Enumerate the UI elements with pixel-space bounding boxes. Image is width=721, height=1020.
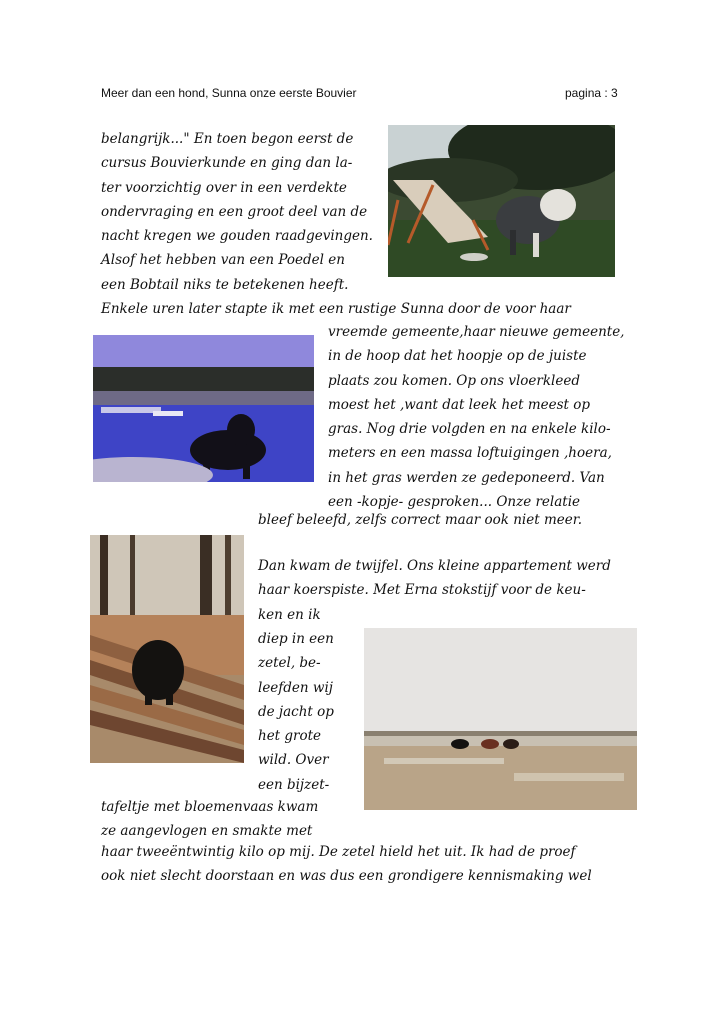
text-line: het grote <box>258 728 322 745</box>
paragraph-block-4 <box>258 627 334 797</box>
photo-bobtail-deckchair <box>388 125 615 277</box>
text-line: in de hoop dat het hoopje op de juiste <box>328 348 587 365</box>
paragraph-block-3 <box>258 554 611 627</box>
text-line-full-1: Enkele uren later stapte ik met een rustige Sunna door de voor haar <box>101 301 571 317</box>
text-line: nacht kregen we gouden raadgevingen. <box>101 228 373 245</box>
text-line: ondervraging en een groot deel van de <box>101 203 368 220</box>
photo-dogs-beach <box>364 628 637 810</box>
paragraph-block-5 <box>101 795 318 844</box>
text-line: wild. Over <box>258 752 329 769</box>
paragraph-block-2 <box>328 320 624 514</box>
text-line: meters en een massa loftuigingen ,hoera, <box>328 445 612 462</box>
text-line: Dan kwam de twijfel. Ons kleine appartement werd <box>258 558 611 574</box>
text-line: belangrijk..." En toen begon eerst de <box>101 131 354 147</box>
text-line: haar tweeëntwintig kilo op mij. De zetel hield het uit. Ik had de proef <box>101 844 576 860</box>
text-line: gras. Nog drie volgden en na enkele kilo- <box>328 421 611 438</box>
text-line: cursus Bouvierkunde en ging dan la- <box>101 155 353 172</box>
photo-dog-harbour <box>93 335 314 482</box>
text-line: zetel, be- <box>258 655 321 672</box>
text-line: ze aangevlogen en smakte met <box>101 823 313 840</box>
text-line: een -kopje- gesproken... Onze relatie <box>328 494 581 511</box>
text-line: een bijzet- <box>258 776 330 793</box>
text-line: vreemde gemeente,haar nieuwe gemeente, <box>328 324 625 340</box>
document-title: Meer dan een hond, Sunna onze eerste Bouvier <box>101 86 357 100</box>
text-line: leefden wij <box>258 679 333 696</box>
text-line: ook niet slecht doorstaan en was dus een grondigere kennismaking wel <box>101 868 592 885</box>
text-line: in het gras werden ze gedeponeerd. Van <box>328 469 605 486</box>
text-line: een Bobtail niks te betekenen heeft. <box>101 276 349 293</box>
text-line: diep in een <box>258 631 334 647</box>
paragraph-block-6 <box>101 840 592 889</box>
text-line: haar koerspiste. Met Erna stokstijf voor de keu- <box>258 582 586 599</box>
page-number: pagina : 3 <box>565 86 618 100</box>
text-line: ken en ik <box>258 606 321 623</box>
text-line: moest het ,want dat leek het meest op <box>328 396 591 413</box>
photo-dog-logs-forest <box>90 535 244 763</box>
text-line-bleef: bleef beleefd, zelfs correct maar ook niet meer. <box>258 512 582 528</box>
text-line: ter voorzichtig over in een verdekte <box>101 179 347 196</box>
text-line: Alsof het hebben van een Poedel en <box>101 252 345 269</box>
paragraph-block-1 <box>101 127 373 297</box>
text-line: plaats zou komen. Op ons vloerkleed <box>328 372 580 389</box>
text-line: tafeltje met bloemenvaas kwam <box>101 799 319 815</box>
text-line: de jacht op <box>258 703 334 720</box>
